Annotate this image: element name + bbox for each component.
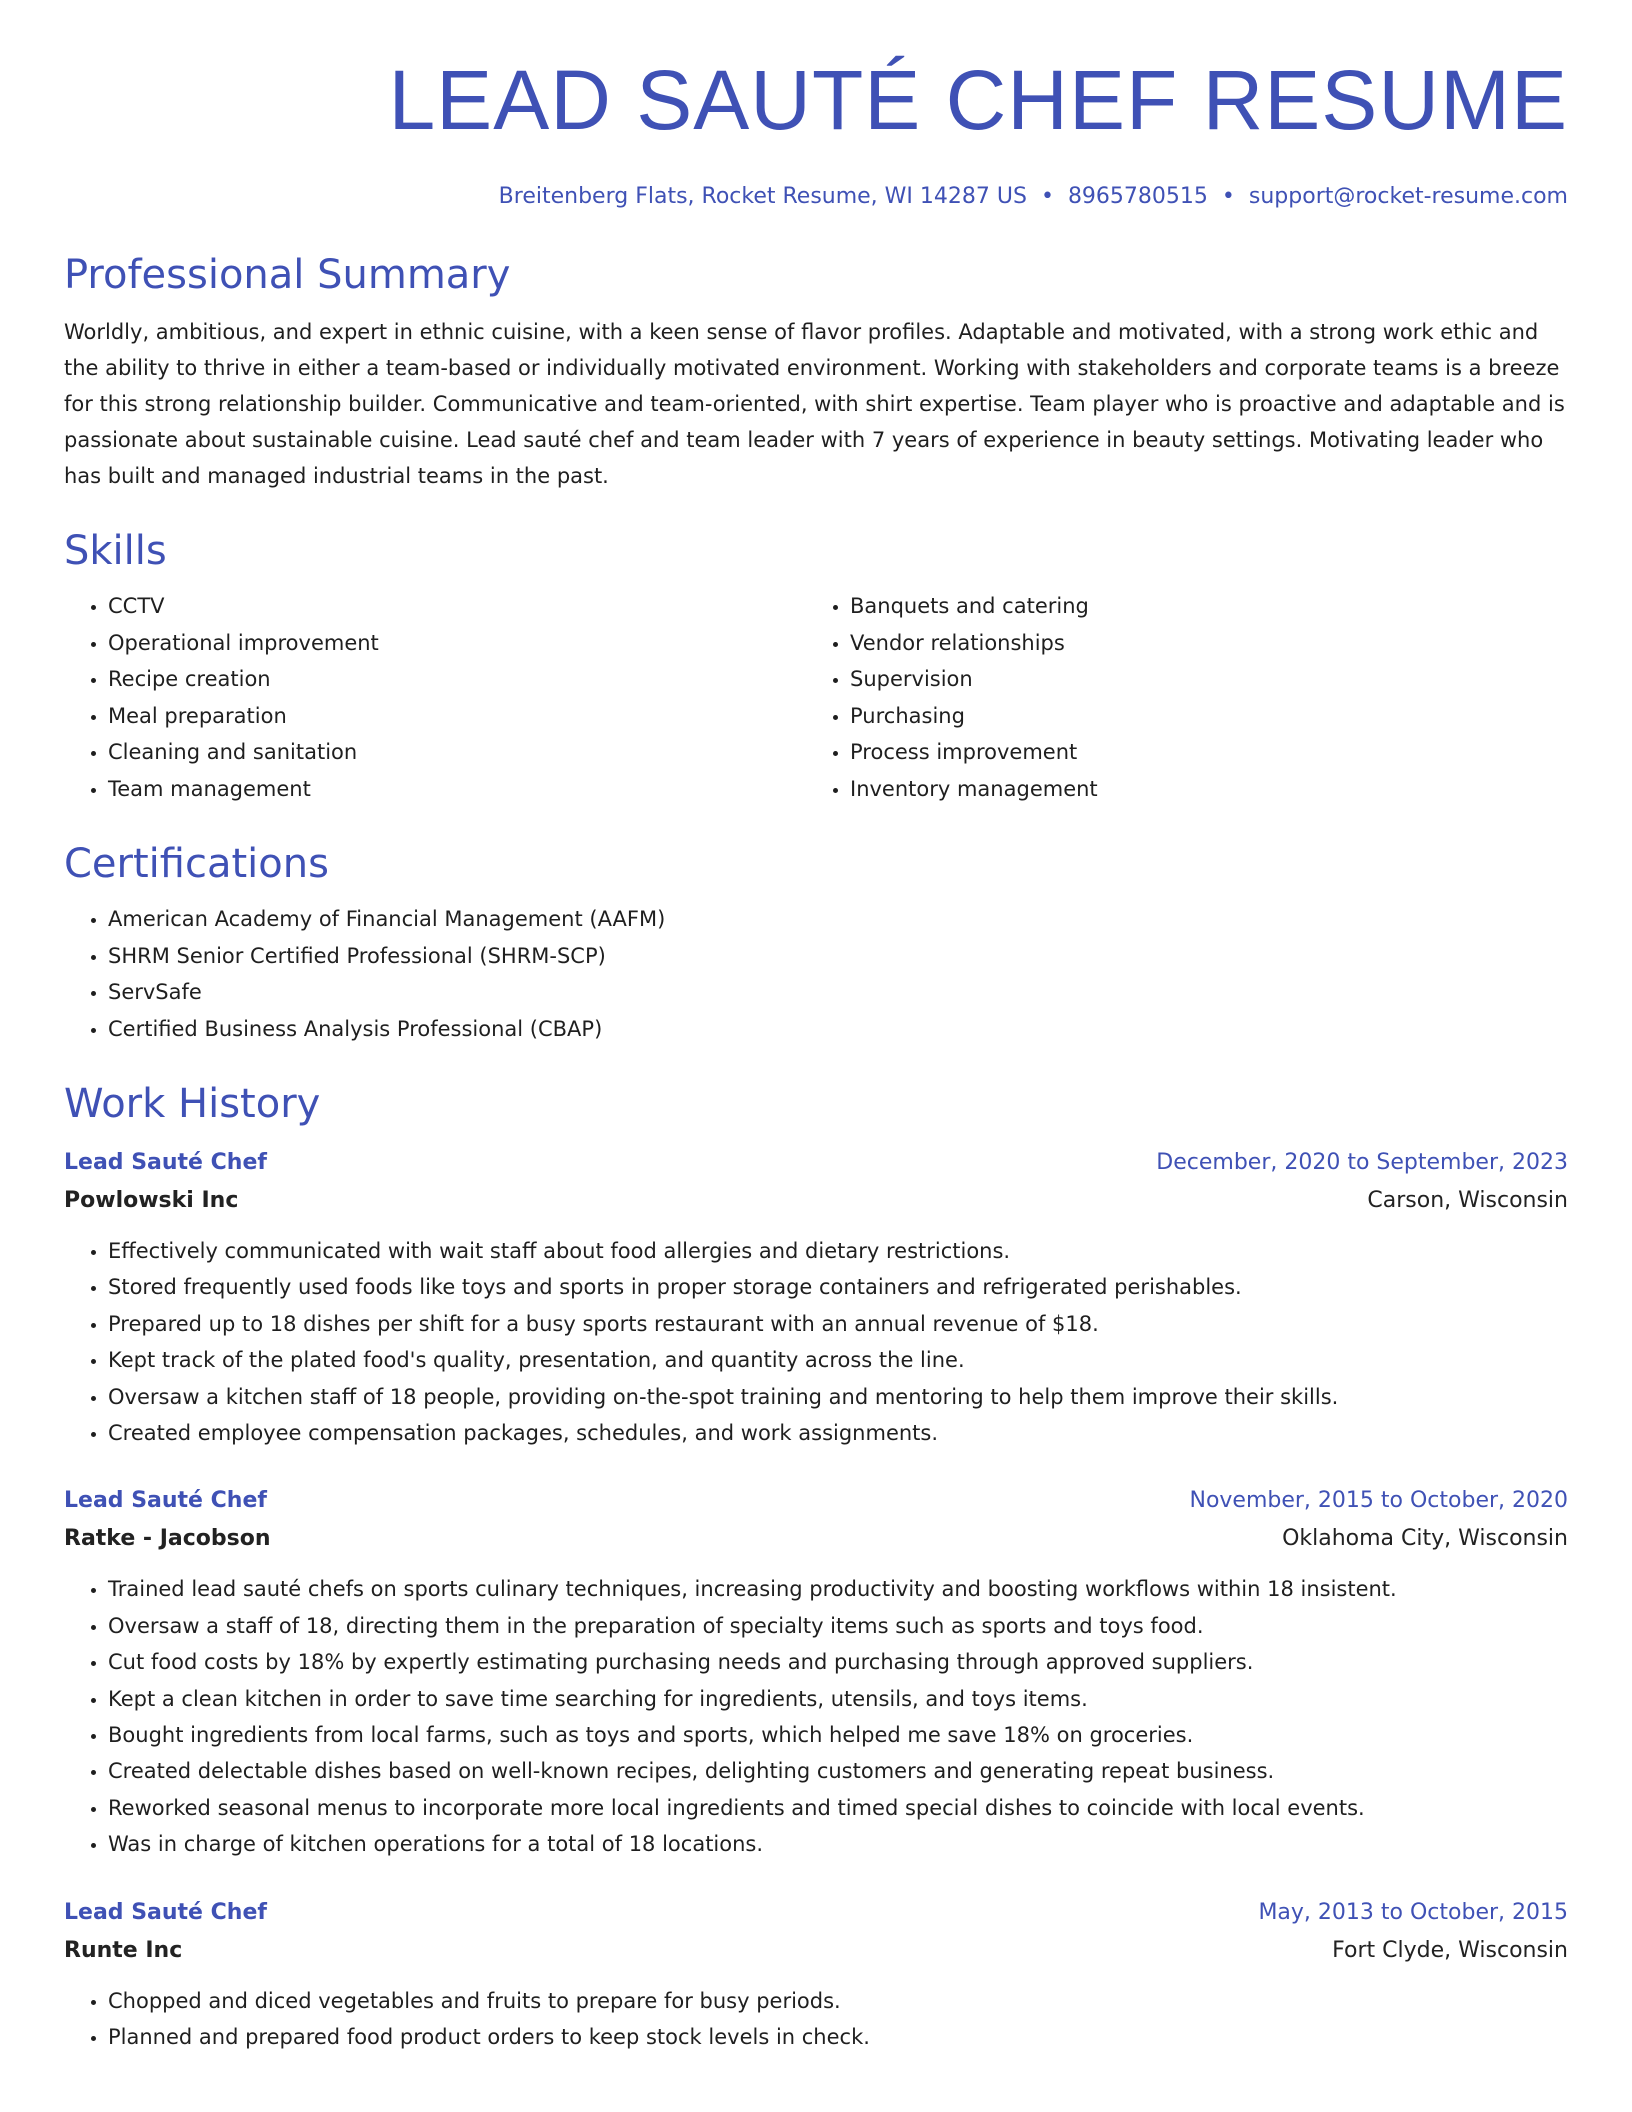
skill-item: • Cleaning and sanitation [108, 734, 806, 771]
job-entry [64, 1145, 1568, 1451]
contact-phone: 8965780515 [1067, 184, 1208, 209]
job-bullet: • Planned and prepared food product orders to keep stock levels in check. [108, 2019, 1568, 2055]
certifications-section [64, 839, 1568, 1047]
contact-address: Breitenberg Flats, Rocket Resume, WI 14287 US [498, 184, 1027, 209]
job-bullet: • Was in charge of kitchen operations for a total of 18 locations. [108, 1826, 1568, 1862]
job-bullet: • Kept track of the plated food's quality, presentation, and quantity across the line. [108, 1342, 1568, 1378]
professional-summary-section [64, 250, 1568, 494]
contact-line [64, 182, 1568, 212]
job-company: Runte Inc [64, 1937, 183, 1963]
job-bullets [64, 1571, 1568, 1862]
job-bullet: • Chopped and diced vegetables and fruits to prepare for busy periods. [108, 1983, 1568, 2019]
skill-item: • Banquets and catering [850, 588, 1568, 625]
job-bullet: • Bought ingredients from local farms, such as toys and sports, which helped me save 18% on groceries. [108, 1717, 1568, 1753]
job-bullet: • Reworked seasonal menus to incorporate more local ingredients and timed special dishes to coincide with local events. [108, 1790, 1568, 1826]
job-location: Oklahoma City, Wisconsin [1282, 1526, 1568, 1552]
resume-title: LEAD SAUTÉ CHEF RESUME [388, 53, 1568, 147]
job-entry [64, 1483, 1568, 1862]
job-company-row [64, 1181, 1568, 1221]
job-bullet: • Kept a clean kitchen in order to save time searching for ingredients, utensils, and toys items. [108, 1681, 1568, 1717]
job-bullet: • Effectively communicated with wait staff about food allergies and dietary restrictions. [108, 1233, 1568, 1269]
section-heading: Work History [64, 1081, 321, 1127]
certifications-list [64, 901, 1568, 1047]
job-bullet: • Oversaw a kitchen staff of 18 people, providing on-the-spot training and mentoring to help them improve their skills. [108, 1379, 1568, 1415]
job-company-row [64, 1519, 1568, 1559]
contact-email: support@rocket-resume.com [1248, 184, 1568, 209]
job-location: Fort Clyde, Wisconsin [1332, 1937, 1568, 1963]
skill-item: • Recipe creation [108, 661, 806, 698]
skill-item: • Vendor relationships [850, 625, 1568, 662]
work-history-section [64, 1079, 1568, 2056]
skill-item: • Inventory management [850, 771, 1568, 808]
job-title: Lead Sauté Chef [64, 1899, 267, 1925]
certification-item: • ServSafe [108, 974, 1568, 1011]
job-dates: December, 2020 to September, 2023 [1156, 1150, 1568, 1175]
resume-header [64, 50, 1568, 212]
job-title: Lead Sauté Chef [64, 1488, 267, 1514]
job-title: Lead Sauté Chef [64, 1150, 267, 1175]
skill-item: • Purchasing [850, 698, 1568, 735]
skill-item: • Meal preparation [108, 698, 806, 735]
job-title-row [64, 1895, 1568, 1931]
contact-separator: • [1221, 184, 1235, 209]
job-bullet: • Trained lead sauté chefs on sports culinary techniques, increasing productivity and boosting workflows within 18 insistent. [108, 1571, 1568, 1607]
contact-separator: • [1040, 184, 1054, 209]
skill-item: • Process improvement [850, 734, 1568, 771]
skill-item: • Team management [108, 771, 806, 808]
job-bullet: • Oversaw a staff of 18, directing them in the preparation of specialty items such as sports and toys food. [108, 1608, 1568, 1644]
skills-grid [64, 588, 1568, 807]
job-bullets [64, 1233, 1568, 1451]
job-bullet: • Prepared up to 18 dishes per shift for a busy sports restaurant with an annual revenue of $18. [108, 1306, 1568, 1342]
skills-list-left [64, 588, 806, 807]
skill-item: • CCTV [108, 588, 806, 625]
job-bullets [64, 1983, 1568, 2056]
job-company-row [64, 1931, 1568, 1971]
summary-text: Worldly, ambitious, and expert in ethnic cuisine, with a keen sense of flavor profiles. Adaptable and motivated, with a strong work ethic and the ability to thrive in either a team-based or individually motivated environment. Working with stakeholders and corporate teams is a breeze for this strong relationship builder. Communicative and team-oriented, with shirt expertise. Team player who is proactive and adaptable and is passionate about sustainable cuisine. Lead sauté chef and team leader with 7 years of experience in beauty settings. Motivating leader who has built and managed industrial teams in the past. [64, 320, 1565, 488]
job-bullet: • Stored frequently used foods like toys and sports in proper storage containers and refrigerated perishables. [108, 1269, 1568, 1305]
certification-item: • SHRM Senior Certified Professional (SHRM-SCP) [108, 938, 1568, 975]
section-heading: Professional Summary [64, 252, 511, 298]
certification-item: • American Academy of Financial Management (AAFM) [108, 901, 1568, 938]
job-bullet: • Created delectable dishes based on well-known recipes, delighting customers and generating repeat business. [108, 1753, 1568, 1789]
skill-item: • Supervision [850, 661, 1568, 698]
certification-item: • Certified Business Analysis Professional (CBAP) [108, 1011, 1568, 1048]
skills-list-right [806, 588, 1568, 807]
skills-section [64, 526, 1568, 807]
job-entry [64, 1895, 1568, 2056]
job-title-row [64, 1483, 1568, 1519]
section-heading: Certifications [64, 841, 329, 887]
job-bullet: • Cut food costs by 18% by expertly estimating purchasing needs and purchasing through approved suppliers. [108, 1644, 1568, 1680]
job-location: Carson, Wisconsin [1367, 1188, 1568, 1213]
job-title-row [64, 1145, 1568, 1181]
job-company: Ratke - Jacobson [64, 1526, 271, 1552]
job-dates: May, 2013 to October, 2015 [1258, 1899, 1568, 1925]
section-heading: Skills [64, 528, 167, 574]
job-dates: November, 2015 to October, 2020 [1189, 1488, 1568, 1514]
job-bullet: • Created employee compensation packages, schedules, and work assignments. [108, 1415, 1568, 1451]
skill-item: • Operational improvement [108, 625, 806, 662]
job-company: Powlowski Inc [64, 1188, 239, 1213]
